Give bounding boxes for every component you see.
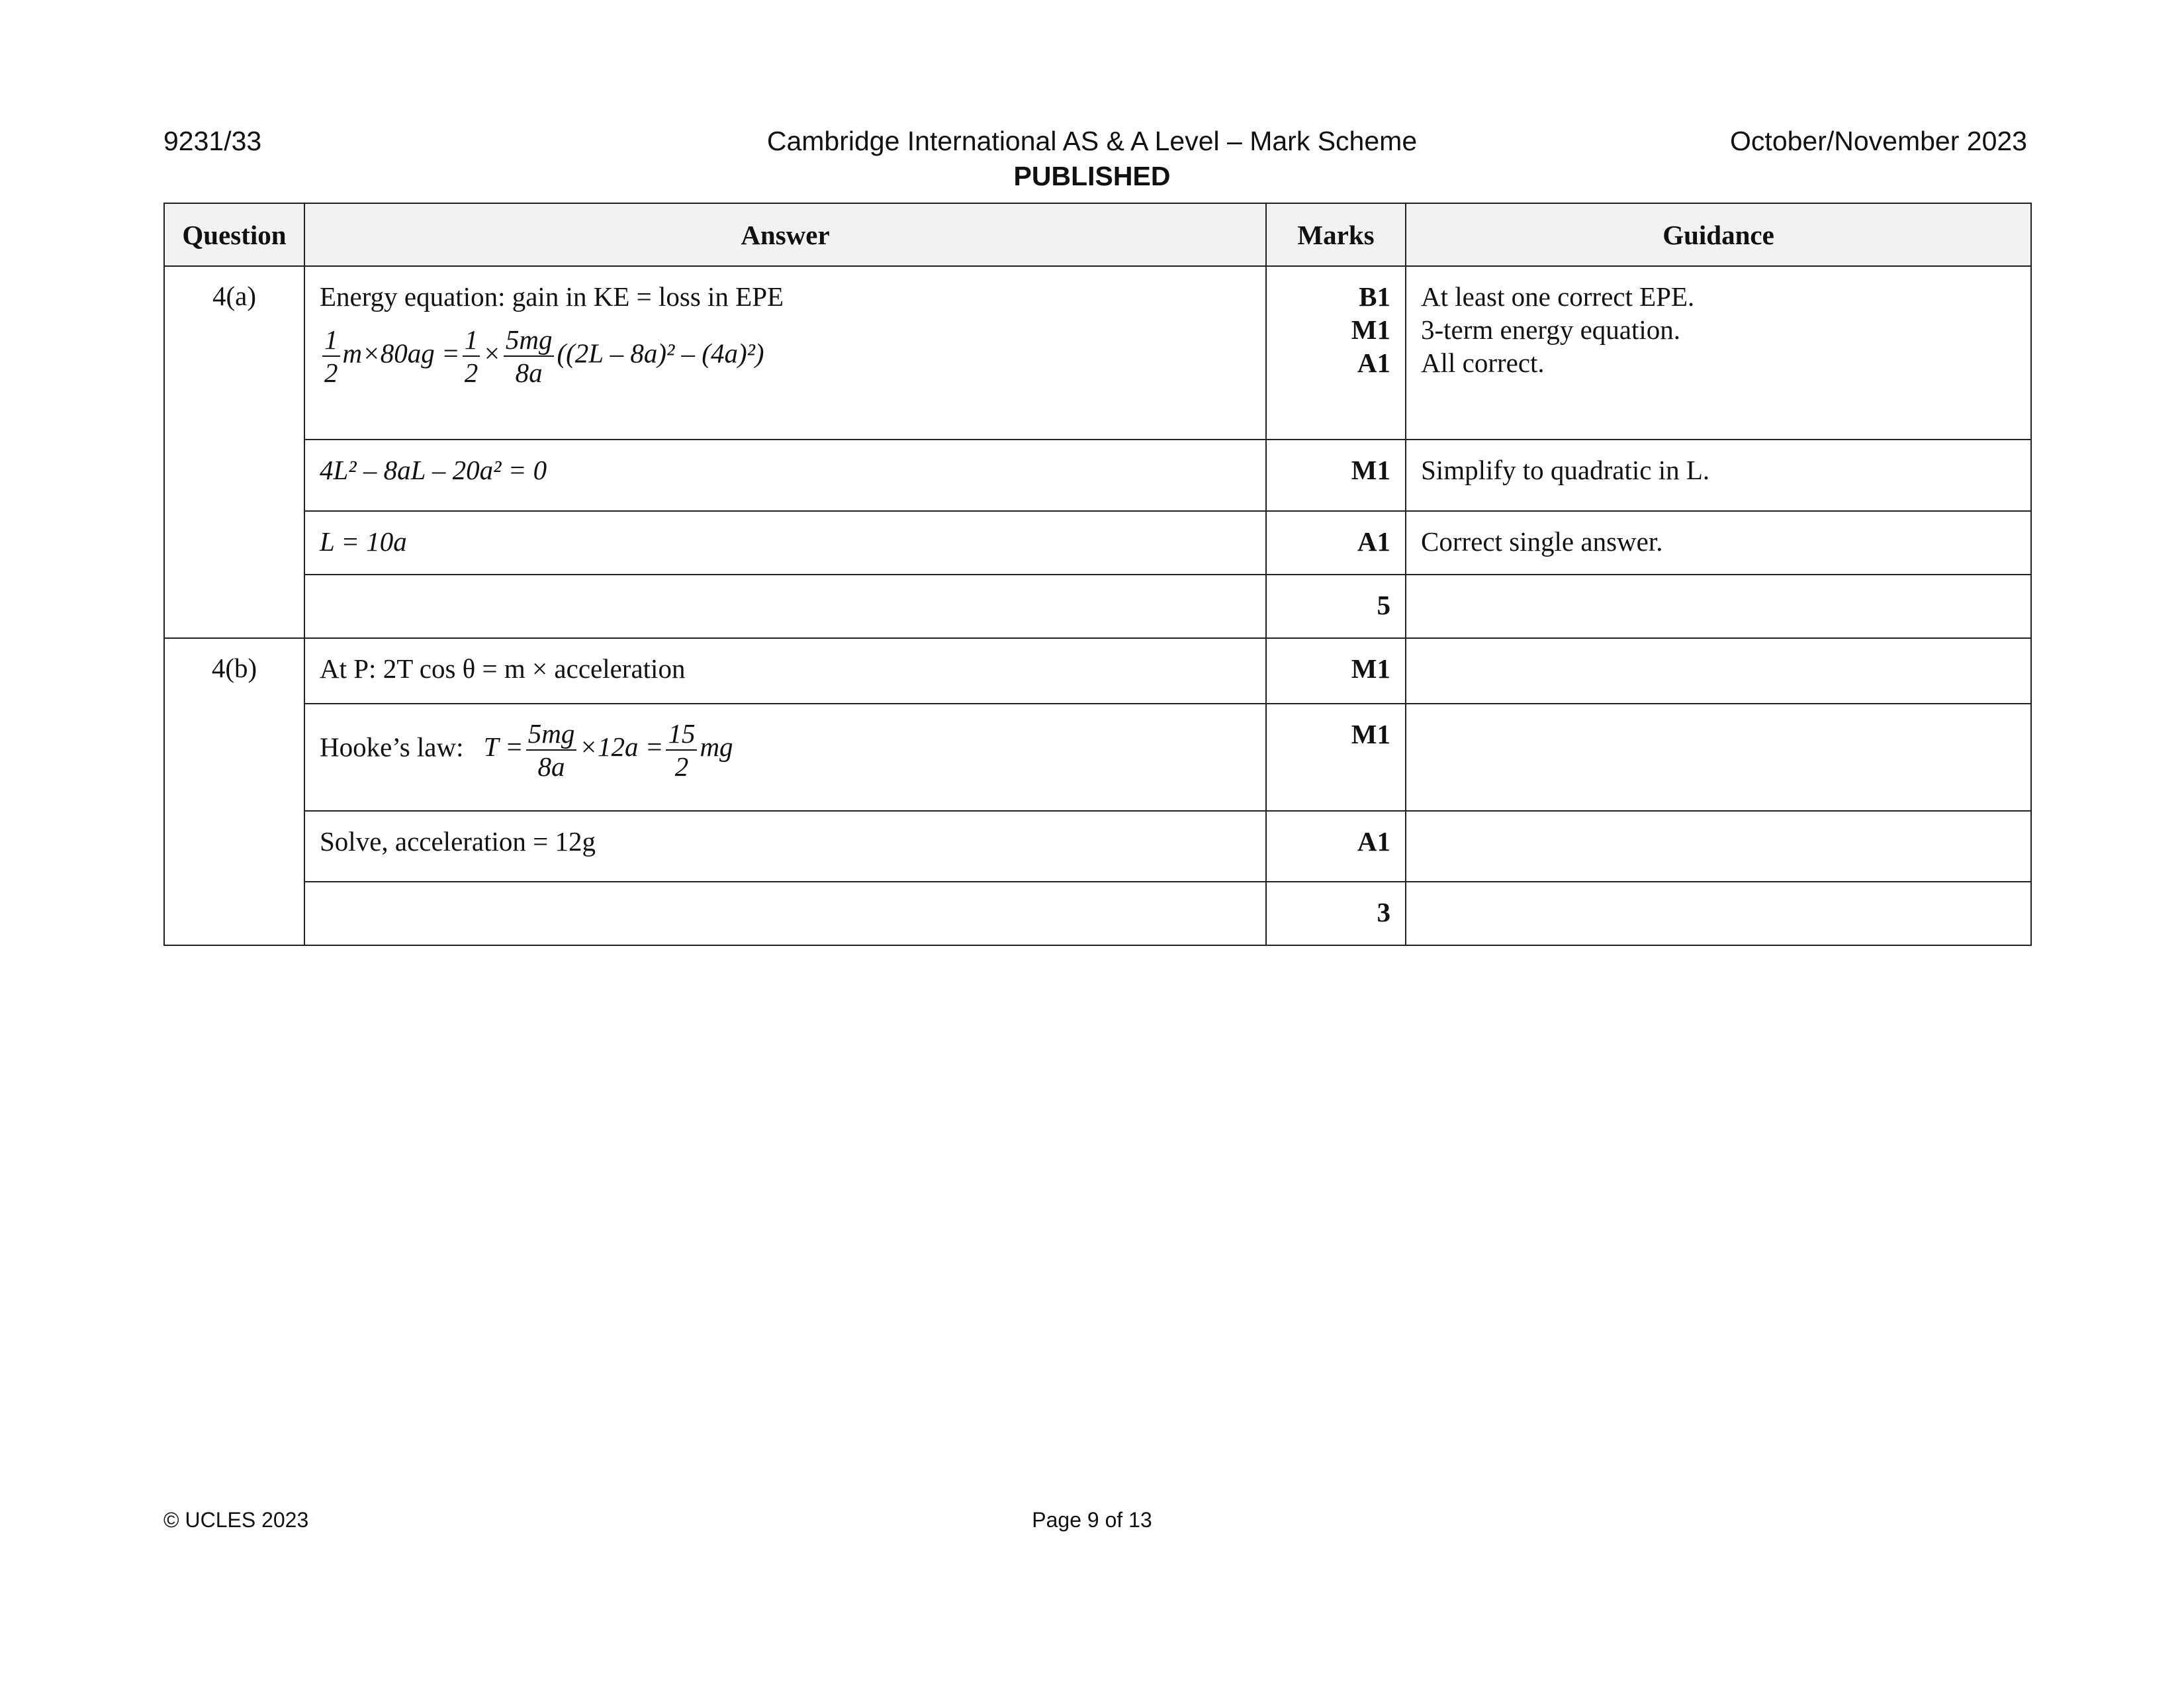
guidance-text: All correct. — [1421, 348, 1545, 378]
answer-cell — [304, 440, 1266, 511]
question-label-4b: 4(b) — [164, 638, 304, 945]
guidance-cell — [1406, 811, 2031, 882]
answer-text: Hooke’s law: — [320, 731, 464, 763]
fraction — [504, 324, 555, 389]
question-label-4a: 4(a) — [164, 266, 304, 638]
guidance-text: Simplify to quadratic in L. — [1421, 455, 1710, 485]
marks-cell — [1266, 704, 1406, 811]
col-answer-header: Answer — [304, 203, 1266, 266]
answer-cell — [304, 811, 1266, 882]
numerator: 5mg — [504, 324, 555, 357]
fraction — [666, 718, 697, 782]
denominator: 2 — [464, 357, 478, 388]
answer-text: L = 10a — [320, 526, 407, 557]
fraction — [526, 718, 577, 782]
answer-cell — [304, 575, 1266, 638]
table-row-total — [164, 575, 2031, 638]
guidance-cell — [1406, 266, 2031, 440]
mark-code: B1 — [1359, 281, 1390, 312]
denominator: 8a — [515, 357, 543, 388]
answer-cell — [304, 266, 1266, 440]
header-title: Cambridge International AS & A Level – Mark Scheme — [766, 126, 1418, 156]
equation-part: × — [482, 338, 501, 369]
fraction — [322, 324, 340, 389]
denominator: 8a — [537, 751, 565, 782]
table-row — [164, 811, 2031, 882]
total-marks: 3 — [1377, 897, 1390, 927]
marks-cell — [1266, 440, 1406, 511]
answer-text: Solve, acceleration = 12g — [320, 826, 596, 857]
guidance-text: Correct single answer. — [1421, 526, 1663, 557]
denominator: 2 — [324, 357, 338, 388]
table-row — [164, 266, 2031, 440]
header-date: October/November 2023 — [1730, 126, 2027, 156]
guidance-text: At least one correct EPE. — [1421, 281, 1695, 312]
marks-total — [1266, 575, 1406, 638]
equation-part: ×12a = — [579, 731, 664, 763]
table-row — [164, 440, 2031, 511]
table-header-row — [164, 203, 2031, 266]
guidance-text: 3-term energy equation. — [1421, 314, 1681, 345]
footer-page-number: Page 9 of 13 — [1032, 1508, 1152, 1532]
answer-cell — [304, 704, 1266, 811]
mark-code: M1 — [1351, 314, 1390, 345]
col-question-header: Question — [164, 203, 304, 266]
guidance-cell — [1406, 511, 2031, 575]
guidance-cell — [1406, 440, 2031, 511]
mark-scheme-table — [163, 203, 2032, 946]
table-row — [164, 511, 2031, 575]
answer-cell — [304, 638, 1266, 704]
denominator: 2 — [674, 751, 689, 782]
answer-cell — [304, 882, 1266, 945]
mark-code: M1 — [1351, 455, 1390, 485]
marks-cell — [1266, 511, 1406, 575]
numerator: 1 — [463, 324, 480, 357]
numerator: 1 — [322, 324, 340, 357]
mark-code: A1 — [1357, 348, 1390, 378]
equation-part: mg — [700, 731, 733, 763]
table-row — [164, 704, 2031, 811]
guidance-cell — [1406, 575, 2031, 638]
answer-text: 4L² – 8aL – 20a² = 0 — [320, 455, 547, 485]
guidance-cell — [1406, 638, 2031, 704]
mark-code: A1 — [1357, 826, 1390, 857]
numerator: 15 — [666, 718, 697, 751]
col-marks-header: Marks — [1266, 203, 1406, 266]
mark-code: A1 — [1357, 526, 1390, 557]
answer-text: Energy equation: gain in KE = loss in EPE — [320, 281, 784, 312]
header-paper-code: 9231/33 — [163, 126, 262, 156]
marks-cell — [1266, 266, 1406, 440]
guidance-cell — [1406, 704, 2031, 811]
equation-part: T = — [483, 731, 523, 763]
footer-copyright: © UCLES 2023 — [163, 1508, 309, 1532]
equation-part: m×80ag = — [342, 338, 460, 369]
table-row-total — [164, 882, 2031, 945]
mark-code: M1 — [1351, 653, 1390, 684]
total-marks: 5 — [1377, 590, 1390, 620]
header-published: PUBLISHED — [1013, 161, 1171, 191]
equation-part: ((2L – 8a)² – (4a)²) — [557, 338, 764, 369]
mark-code: M1 — [1351, 719, 1390, 749]
answer-cell — [304, 511, 1266, 575]
energy-equation — [320, 324, 1251, 389]
marks-cell — [1266, 638, 1406, 704]
marks-cell — [1266, 811, 1406, 882]
marks-total — [1266, 882, 1406, 945]
hookes-law-equation — [320, 718, 1251, 782]
fraction — [463, 324, 480, 389]
col-guidance-header: Guidance — [1406, 203, 2031, 266]
table-row — [164, 638, 2031, 704]
answer-text: At P: 2T cos θ = m × acceleration — [320, 653, 686, 684]
guidance-cell — [1406, 882, 2031, 945]
numerator: 5mg — [526, 718, 577, 751]
